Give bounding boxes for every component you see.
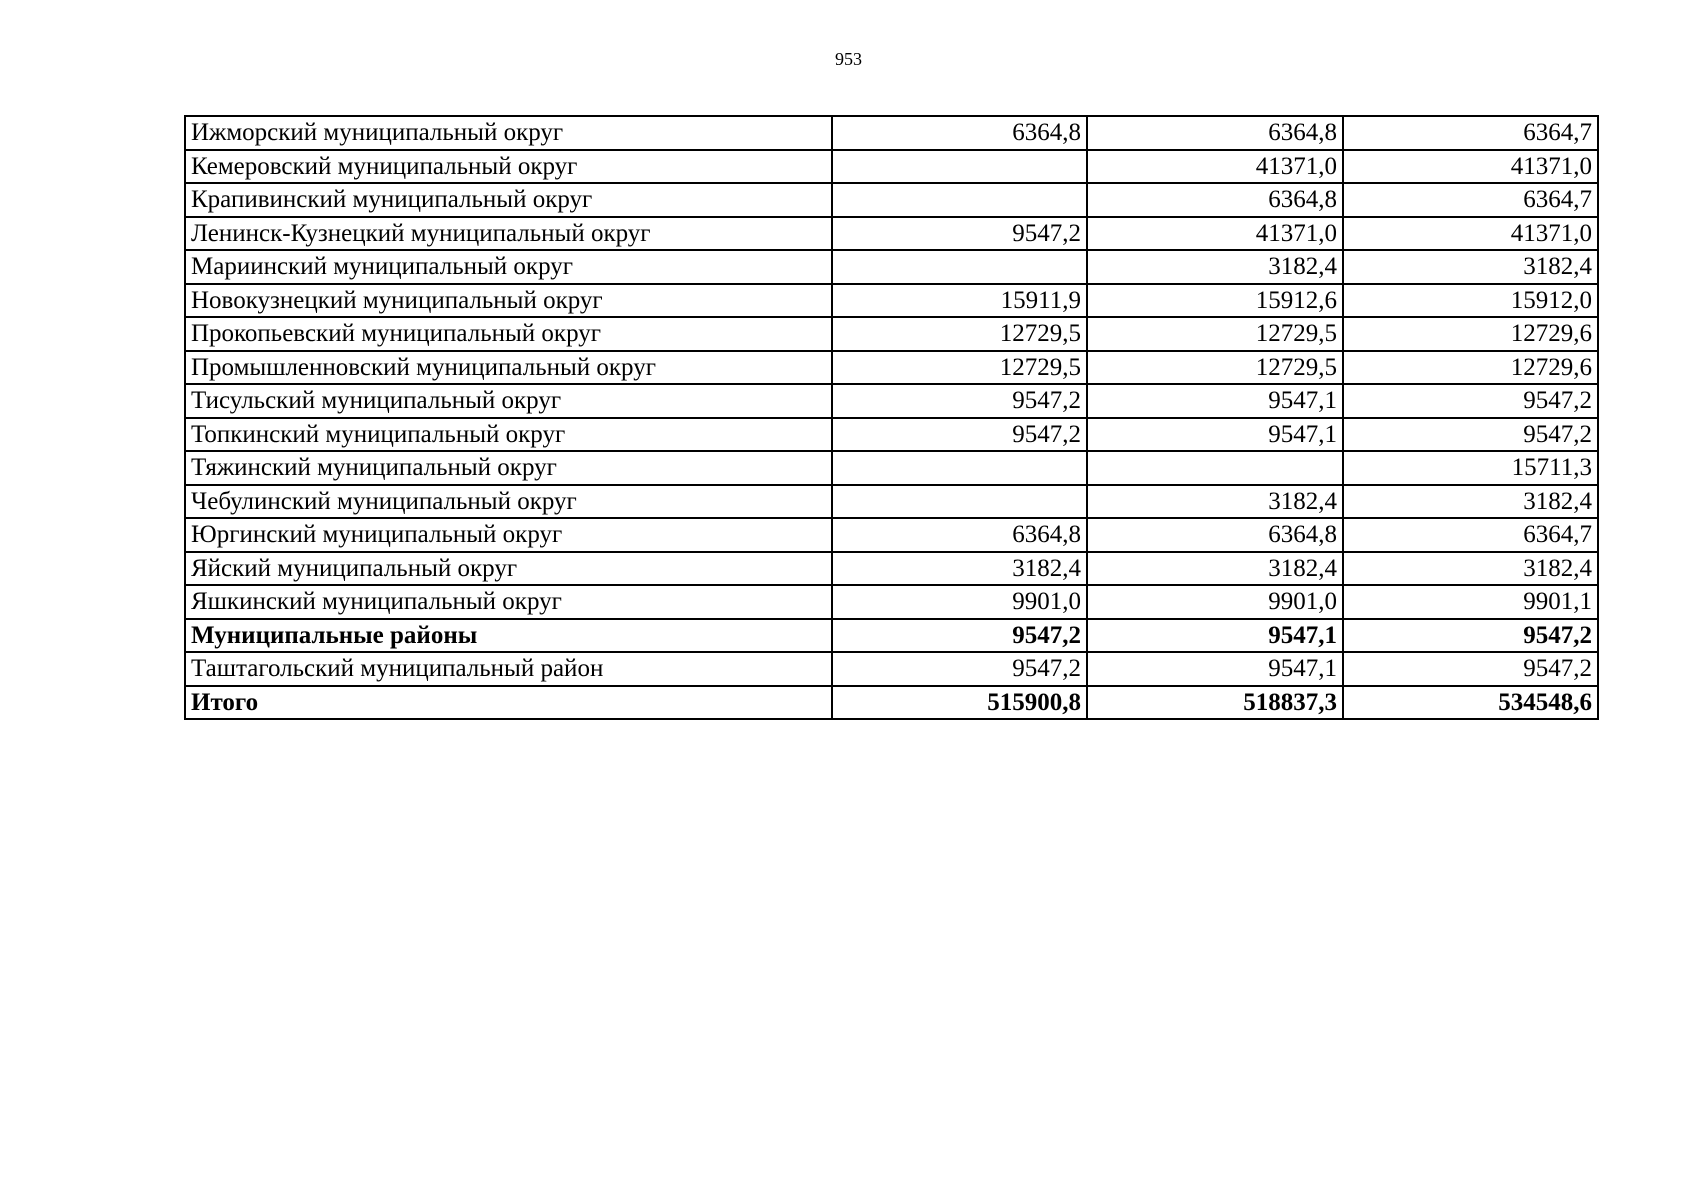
row-value-1-cell: 15911,9 <box>832 284 1087 318</box>
row-value-3-cell: 41371,0 <box>1343 150 1598 184</box>
row-value-2-cell: 6364,8 <box>1087 116 1343 150</box>
row-name-cell: Ижморский муниципальный округ <box>185 116 832 150</box>
row-value-3-cell: 12729,6 <box>1343 351 1598 385</box>
row-value-1-cell: 9547,2 <box>832 217 1087 251</box>
row-value-3-cell: 15912,0 <box>1343 284 1598 318</box>
row-value-2-cell: 3182,4 <box>1087 250 1343 284</box>
row-name-cell: Яшкинский муниципальный округ <box>185 585 832 619</box>
row-value-3-cell: 9547,2 <box>1343 619 1598 653</box>
table-row-total <box>185 686 1598 720</box>
row-name-cell: Тяжинский муниципальный округ <box>185 451 832 485</box>
row-value-1-cell: 6364,8 <box>832 116 1087 150</box>
row-name-cell: Кемеровский муниципальный округ <box>185 150 832 184</box>
table-row <box>185 652 1598 686</box>
row-value-1-cell: 9901,0 <box>832 585 1087 619</box>
table-row <box>185 217 1598 251</box>
table-row <box>185 317 1598 351</box>
row-value-2-cell: 518837,3 <box>1087 686 1343 720</box>
row-value-2-cell: 12729,5 <box>1087 351 1343 385</box>
row-name-cell: Юргинский муниципальный округ <box>185 518 832 552</box>
table-row <box>185 116 1598 150</box>
row-name-cell: Итого <box>185 686 832 720</box>
row-value-1-cell: 12729,5 <box>832 317 1087 351</box>
table-row <box>185 518 1598 552</box>
row-name-cell: Прокопьевский муниципальный округ <box>185 317 832 351</box>
row-name-cell: Крапивинский муниципальный округ <box>185 183 832 217</box>
row-value-1-cell: 12729,5 <box>832 351 1087 385</box>
table-row <box>185 284 1598 318</box>
row-value-2-cell: 6364,8 <box>1087 183 1343 217</box>
row-value-3-cell: 9901,1 <box>1343 585 1598 619</box>
row-name-cell: Тисульский муниципальный округ <box>185 384 832 418</box>
row-name-cell: Ленинск-Кузнецкий муниципальный округ <box>185 217 832 251</box>
row-value-1-cell: 9547,2 <box>832 619 1087 653</box>
row-value-2-cell: 3182,4 <box>1087 485 1343 519</box>
row-value-1-cell: 6364,8 <box>832 518 1087 552</box>
row-value-1-cell <box>832 451 1087 485</box>
row-name-cell: Таштагольский муниципальный район <box>185 652 832 686</box>
table-body <box>185 116 1598 719</box>
row-value-3-cell: 6364,7 <box>1343 116 1598 150</box>
table-row <box>185 150 1598 184</box>
row-value-2-cell: 3182,4 <box>1087 552 1343 586</box>
row-value-3-cell: 9547,2 <box>1343 418 1598 452</box>
table-row <box>185 585 1598 619</box>
row-value-1-cell: 9547,2 <box>832 652 1087 686</box>
row-value-2-cell: 9547,1 <box>1087 418 1343 452</box>
row-name-cell: Новокузнецкий муниципальный округ <box>185 284 832 318</box>
row-value-3-cell: 6364,7 <box>1343 518 1598 552</box>
row-value-1-cell: 3182,4 <box>832 552 1087 586</box>
row-value-1-cell <box>832 183 1087 217</box>
row-value-2-cell: 9547,1 <box>1087 619 1343 653</box>
row-value-2-cell: 9547,1 <box>1087 652 1343 686</box>
row-name-cell: Промышленновский муниципальный округ <box>185 351 832 385</box>
row-name-cell: Яйский муниципальный округ <box>185 552 832 586</box>
table-row <box>185 384 1598 418</box>
row-value-1-cell <box>832 150 1087 184</box>
row-value-3-cell: 9547,2 <box>1343 384 1598 418</box>
table-row <box>185 418 1598 452</box>
row-name-cell: Муниципальные районы <box>185 619 832 653</box>
row-value-3-cell: 12729,6 <box>1343 317 1598 351</box>
row-value-2-cell <box>1087 451 1343 485</box>
row-name-cell: Мариинский муниципальный округ <box>185 250 832 284</box>
table-row <box>185 351 1598 385</box>
table-row <box>185 552 1598 586</box>
table-row <box>185 250 1598 284</box>
page-number: 953 <box>835 49 862 69</box>
row-value-3-cell: 9547,2 <box>1343 652 1598 686</box>
row-value-3-cell: 41371,0 <box>1343 217 1598 251</box>
row-value-2-cell: 41371,0 <box>1087 150 1343 184</box>
budget-table <box>184 115 1599 720</box>
row-value-1-cell: 9547,2 <box>832 384 1087 418</box>
row-value-3-cell: 3182,4 <box>1343 485 1598 519</box>
table-row <box>185 485 1598 519</box>
row-value-3-cell: 3182,4 <box>1343 552 1598 586</box>
row-value-3-cell: 3182,4 <box>1343 250 1598 284</box>
row-value-1-cell: 9547,2 <box>832 418 1087 452</box>
row-name-cell: Чебулинский муниципальный округ <box>185 485 832 519</box>
table-row <box>185 451 1598 485</box>
row-value-3-cell: 15711,3 <box>1343 451 1598 485</box>
row-value-3-cell: 534548,6 <box>1343 686 1598 720</box>
table-row <box>185 183 1598 217</box>
row-value-1-cell <box>832 485 1087 519</box>
row-name-cell: Топкинский муниципальный округ <box>185 418 832 452</box>
row-value-1-cell: 515900,8 <box>832 686 1087 720</box>
row-value-2-cell: 9547,1 <box>1087 384 1343 418</box>
table-row-total <box>185 619 1598 653</box>
row-value-2-cell: 9901,0 <box>1087 585 1343 619</box>
row-value-2-cell: 12729,5 <box>1087 317 1343 351</box>
row-value-3-cell: 6364,7 <box>1343 183 1598 217</box>
row-value-2-cell: 41371,0 <box>1087 217 1343 251</box>
row-value-2-cell: 15912,6 <box>1087 284 1343 318</box>
row-value-2-cell: 6364,8 <box>1087 518 1343 552</box>
row-value-1-cell <box>832 250 1087 284</box>
